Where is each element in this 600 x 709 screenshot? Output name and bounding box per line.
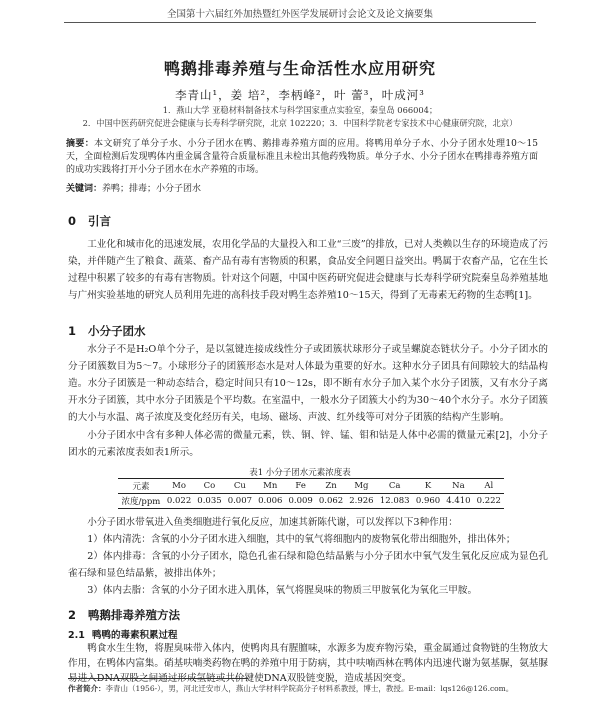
table-header-cell: Zn xyxy=(316,479,346,494)
table-caption: 表1 小分子团水元素浓度表 xyxy=(249,468,351,478)
section-number: 1 xyxy=(68,324,77,338)
table-row xyxy=(118,494,504,509)
table-header-cell: Ca xyxy=(377,479,413,494)
footnote-label: 作者简介： xyxy=(68,684,106,693)
abstract-label: 摘要： xyxy=(66,139,95,149)
table-header-row xyxy=(118,479,504,494)
subsection-number: 2.1 xyxy=(68,630,85,641)
table-cell: 12.083 xyxy=(377,494,413,509)
effect-item-1: 1）体内清洗：含氧的小分子团水进入细胞，其中的氧气将细胞内的废物氧化带出细胞外，排出体外； xyxy=(87,534,516,545)
section-heading-methods xyxy=(68,607,180,623)
keywords-label: 关键词： xyxy=(66,184,103,194)
footnote-rule xyxy=(68,678,248,679)
subsection-title: 鸭鸭的毒素积累过程 xyxy=(92,630,178,641)
table-cell: 0.022 xyxy=(164,494,194,509)
table-corner-cell: 元素 xyxy=(118,479,164,494)
table-header-cell: Co xyxy=(194,479,224,494)
table-cell: 0.062 xyxy=(316,494,346,509)
table-header-cell: Fe xyxy=(285,479,315,494)
table-cell: 0.960 xyxy=(413,494,443,509)
table-header-cell: K xyxy=(413,479,443,494)
table-header-cell: Mo xyxy=(164,479,194,494)
table-cell: 0.007 xyxy=(225,494,255,509)
affiliation-1: 1．燕山大学 亚稳材料制备技术与科学国家重点实验室，秦皇岛 066004； xyxy=(162,105,438,115)
footnote-text: 李青山（1956-），男，河北迁安市人，燕山大学材料学院高分子材料系教授，博士，教授。E-mail：lqs126@126.com。 xyxy=(105,684,514,693)
keywords xyxy=(66,181,538,194)
section-heading-intro xyxy=(68,213,111,229)
subsection-heading-toxin xyxy=(68,627,178,641)
paper-title: 鸭鹅排毒养殖与生命活性水应用研究 xyxy=(163,59,436,78)
table-header-cell: Al xyxy=(474,479,504,494)
section-title: 鸭鹅排毒养殖方法 xyxy=(88,608,180,622)
abstract xyxy=(66,138,538,177)
table-row-label: 浓度/ppm xyxy=(118,494,164,509)
table-header-cell: Mn xyxy=(255,479,285,494)
water-paragraph-2: 小分子团水中含有多种人体必需的微量元素，铁、铜、锌、锰、钼和钴是人体中必需的微量元素[2]，小分子团水的元素浓度表如表1所示。 xyxy=(68,430,548,458)
table-cell: 0.006 xyxy=(255,494,285,509)
effects-intro-paragraph: 小分子团水带氧进入鱼类细胞进行氧化反应，加速其新陈代谢，可以发挥以下3种作用： xyxy=(87,517,458,528)
table-cell: 2.926 xyxy=(346,494,376,509)
running-header: 全国第十六届红外加热暨红外医学发展研讨会论文及论文摘要集 xyxy=(166,9,433,20)
keywords-text: 养鸭；排毒；小分子团水 xyxy=(102,184,202,194)
section-number: 2 xyxy=(68,608,77,622)
intro-paragraph: 工业化和城市化的迅速发展，农用化学品的大量投入和工业“三废”的排放，已对人类赖以生存的环境造成了污染，并伴随产生了粮食、蔬菜、畜产品有毒有害物质的积累，食品安全问题日益突出。鸭属于农畜产品，它在生长过程中积累了较多的有毒有害物质。针对这个问题，中国中医药研究促进会健康与长寿科学研究院秦皇岛养殖基地与广州实验基地的研究人员利用先进的高科技手段对鸭生态养殖10～15天，得到了无毒素无药物的生态鸭[1]。 xyxy=(68,239,548,301)
section-title: 引言 xyxy=(88,214,111,228)
section-heading-water xyxy=(68,323,146,339)
table-cell: 4.410 xyxy=(443,494,473,509)
water-paragraph-1: 水分子不是H₂O单个分子，是以氢键连接成线性分子或团簇状球形分子或呈螺旋态链状分子。小分子团水的分子团簇数目为5～7。小球形分子的团簇形态水是对人体最为重要的好水。这种水分子团具有间隙较大的结晶构造。水分子团簇是一种动态结合，稳定时间只有10～12s，即不断有水分子加入某个水分子团簇，又有水分子离开水分子团簇，其中水分子团簇是个平均数。在室温中，一般水分子团簇大小约为30～40个水分子。水分子团簇的大小与水温、离子浓度及变化经历有关，电场、磁场、声波、红外线等可对分子团簇的结构产生影响。 xyxy=(68,344,548,423)
table-header-cell: Na xyxy=(443,479,473,494)
affiliation-2: 2．中国中医药研究促进会健康与长寿科学研究院，北京 102220；3．中国科学院老专家技术中心健康研究院，北京） xyxy=(82,118,518,128)
effect-item-2: 2）体内排毒：含氧的小分子团水，隐色孔雀石绿和隐色结晶紫与小分子团水中氧气发生氧化反应成为显色孔雀石绿和显色结晶紫，被排出体外； xyxy=(68,551,548,579)
toxin-paragraph: 鸭食水生生物，将腥臭味带入体内，使鸭肉具有腥膻味，水源多为废弃物污染，重金属通过食物链的生物放大作用，在鸭体内富集。硝基呋喃类药物在鸭的养殖中用于防病，其中呋喃西林在鸭体内迅速代谢为氨基脲，氨基脲易进入DNA双股之间通过形成氢链或共价键使DNA双股链变脱，造成基因突变。 xyxy=(68,643,548,684)
table-header-cell: Cu xyxy=(225,479,255,494)
table-cell: 0.009 xyxy=(285,494,315,509)
author-list: 李青山¹，姜 培²，李柄峰²，叶 蕾³，叶成河³ xyxy=(175,88,425,102)
section-number: 0 xyxy=(68,214,77,228)
element-concentration-table xyxy=(118,478,504,509)
abstract-text: 本文研究了单分子水、小分子团水在鸭、鹅排毒养殖方面的应用。将鸭用单分子水、小分子团水处理10～15天，全面检测后发现鸭体内重金属含量符合质量标准且未检出其他药残物质。单分子水、小分子团水在鸭排毒养殖方面的成功实践将打开小分子团水在水产养殖的市场。 xyxy=(66,139,538,175)
effect-item-3: 3）体内去脂：含氧的小分子团水进入肌体，氧气将腥臭味的物质三甲胺氧化为氧化三甲胺。 xyxy=(87,585,478,596)
table-cell: 0.035 xyxy=(194,494,224,509)
author-footnote xyxy=(68,683,560,694)
table-header-cell: Mg xyxy=(346,479,376,494)
table-cell: 0.222 xyxy=(474,494,504,509)
section-title: 小分子团水 xyxy=(88,324,146,338)
header-rule xyxy=(64,22,536,23)
